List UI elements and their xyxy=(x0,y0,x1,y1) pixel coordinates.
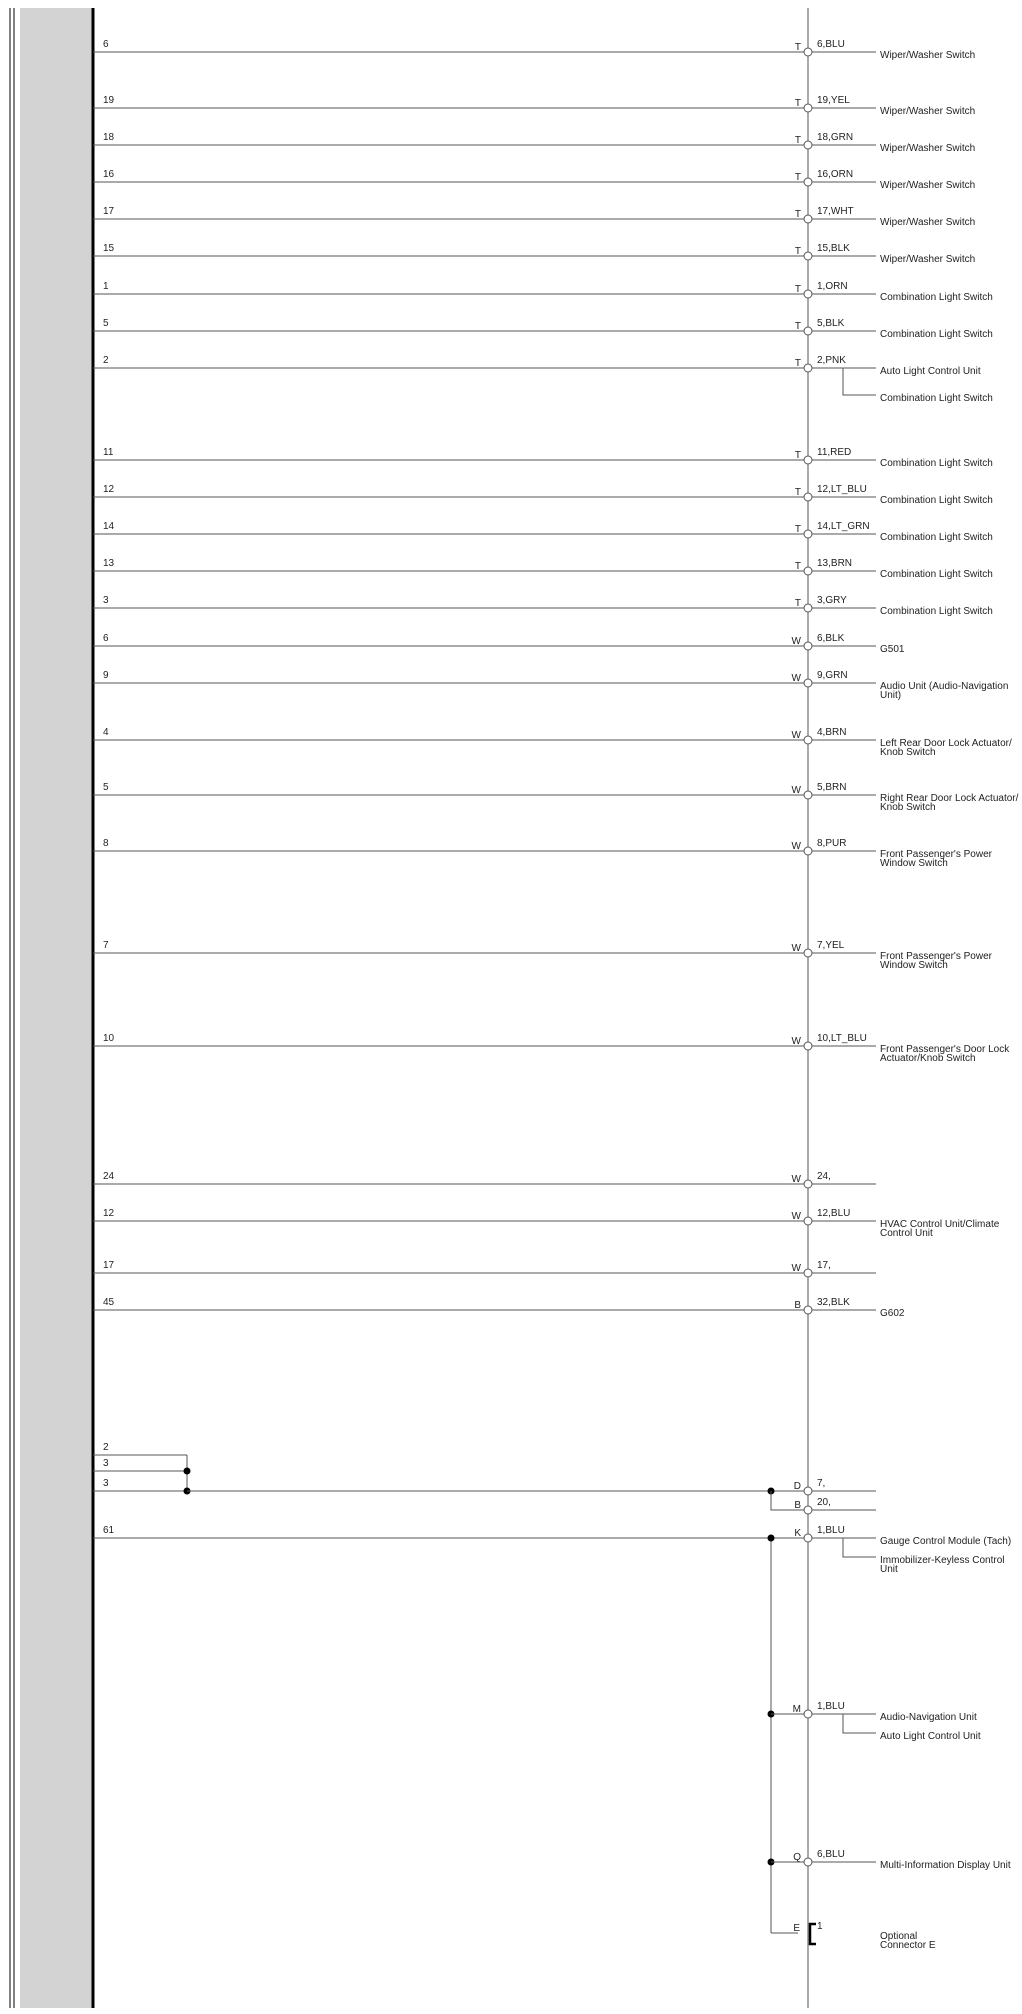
connector-pin-icon xyxy=(804,604,812,612)
connector-letter-label: W xyxy=(791,730,801,741)
connector-letter-label: E xyxy=(793,1923,800,1934)
wire-id-label: 1 xyxy=(817,1921,823,1932)
wire-id-label: 8,PUR xyxy=(817,838,847,849)
destination-label: Knob Switch xyxy=(880,802,936,813)
destination-label: HVAC Control Unit/Climate xyxy=(880,1219,1000,1230)
pin-number-label: 14 xyxy=(103,521,115,532)
branch-destination-label: Auto Light Control Unit xyxy=(880,1731,981,1742)
wire-id-label: 6,BLU xyxy=(817,39,845,50)
connector-pin-icon xyxy=(804,949,812,957)
wire-id-label: 17,WHT xyxy=(817,206,854,217)
connector-letter-label: W xyxy=(791,943,801,954)
destination-label: Gauge Control Module (Tach) xyxy=(880,1536,1012,1547)
pin-number-label: 15 xyxy=(103,243,115,254)
wire-id-label: 15,BLK xyxy=(817,243,850,254)
wire-id-label: 6,BLU xyxy=(817,1849,845,1860)
wire-id-label: 11,RED xyxy=(817,447,852,458)
wire-id-label: 2,PNK xyxy=(817,355,846,366)
destination-label: Front Passenger's Power xyxy=(880,849,992,860)
optional-connector-label: Connector E xyxy=(880,1940,936,1951)
connector-pin-icon xyxy=(804,1042,812,1050)
connector-pin-icon xyxy=(804,493,812,501)
destination-label: Window Switch xyxy=(880,960,948,971)
destination-label: Wiper/Washer Switch xyxy=(880,106,976,117)
connector-letter-label: T xyxy=(794,172,801,183)
destination-label: Wiper/Washer Switch xyxy=(880,217,976,228)
pin-number-label: 10 xyxy=(103,1033,115,1044)
wire-id-label: 9,GRN xyxy=(817,670,848,681)
connector-letter-label: K xyxy=(794,1528,801,1539)
optional-connector-bracket-icon xyxy=(810,1924,816,1944)
destination-label: Wiper/Washer Switch xyxy=(880,143,976,154)
branch-line xyxy=(843,368,876,395)
destination-label: Window Switch xyxy=(880,858,948,869)
connector-pin-icon xyxy=(804,1217,812,1225)
connector-pin-icon xyxy=(804,1487,812,1495)
connector-letter-label: T xyxy=(794,321,801,332)
destination-label: Multi-Information Display Unit xyxy=(880,1860,1011,1871)
connector-pin-icon xyxy=(804,456,812,464)
branch-destination-label: Unit xyxy=(880,1564,898,1575)
pin-number-label: 24 xyxy=(103,1171,115,1182)
splice-dot-icon xyxy=(768,1535,775,1542)
destination-label: Actuator/Knob Switch xyxy=(880,1053,976,1064)
module-block xyxy=(20,8,93,2008)
connector-pin-icon xyxy=(804,1269,812,1277)
connector-letter-label: W xyxy=(791,1211,801,1222)
wire-id-label: 5,BLK xyxy=(817,318,845,329)
pin-number-label: 12 xyxy=(103,1208,115,1219)
pin-number-label: 12 xyxy=(103,484,115,495)
wire-id-label: 18,GRN xyxy=(817,132,854,143)
connector-pin-icon xyxy=(804,215,812,223)
pin-number-label: 6 xyxy=(103,39,109,50)
wire-id-label: 4,BRN xyxy=(817,727,847,738)
branch-destination-label: Immobilizer-Keyless Control xyxy=(880,1555,1005,1566)
branch-line xyxy=(843,1538,876,1557)
destination-label: Knob Switch xyxy=(880,747,936,758)
pin-number-label: 45 xyxy=(103,1297,115,1308)
wire-id-label: 19,YEL xyxy=(817,95,850,106)
pin-number-label: 18 xyxy=(103,132,115,143)
connector-pin-icon xyxy=(804,48,812,56)
connector-letter-label: T xyxy=(794,358,801,369)
connector-letter-label: T xyxy=(794,135,801,146)
wire-id-label: 13,BRN xyxy=(817,558,853,569)
connector-letter-label: M xyxy=(792,1704,801,1715)
wire-id-label: 12,BLU xyxy=(817,1208,851,1219)
connector-letter-label: W xyxy=(791,785,801,796)
connector-letter-label: W xyxy=(791,1263,801,1274)
connector-letter-label: W xyxy=(791,1174,801,1185)
pin-number-label: 17 xyxy=(103,1260,115,1271)
connector-pin-icon xyxy=(804,104,812,112)
wire-id-label: 1,ORN xyxy=(817,281,848,292)
connector-pin-icon xyxy=(804,1180,812,1188)
destination-label: Wiper/Washer Switch xyxy=(880,50,976,61)
connector-pin-icon xyxy=(804,1506,812,1514)
connector-letter-label: Q xyxy=(793,1852,801,1863)
wire-id-label: 24, xyxy=(817,1171,831,1182)
pin-number-label: 9 xyxy=(103,670,109,681)
connector-pin-icon xyxy=(804,178,812,186)
splice-dot-icon xyxy=(184,1468,191,1475)
connector-pin-icon xyxy=(804,364,812,372)
destination-label: Right Rear Door Lock Actuator/ xyxy=(880,793,1019,804)
destination-label: Audio Unit (Audio-Navigation xyxy=(880,681,1009,692)
connector-pin-icon xyxy=(804,736,812,744)
connector-pin-icon xyxy=(804,679,812,687)
wire-id-label: 7, xyxy=(817,1478,826,1489)
pin-number-label: 7 xyxy=(103,940,109,951)
connector-letter-label: T xyxy=(794,246,801,257)
destination-label: Combination Light Switch xyxy=(880,532,993,543)
destination-label: Left Rear Door Lock Actuator/ xyxy=(880,738,1012,749)
wire-id-label: 16,ORN xyxy=(817,169,854,180)
connector-letter-label: T xyxy=(794,284,801,295)
wire-id-label: 12,LT_BLU xyxy=(817,484,867,495)
pin-number-label: 2 xyxy=(103,1442,109,1453)
pin-number-label: 13 xyxy=(103,558,115,569)
connector-pin-icon xyxy=(804,1858,812,1866)
pin-number-label: 19 xyxy=(103,95,115,106)
wire-id-label: 7,YEL xyxy=(817,940,845,951)
connector-letter-label: W xyxy=(791,673,801,684)
destination-label: Front Passenger's Door Lock xyxy=(880,1044,1010,1055)
pin-number-label: 4 xyxy=(103,727,109,738)
destination-label: Combination Light Switch xyxy=(880,495,993,506)
optional-connector-label: Optional xyxy=(880,1931,918,1942)
destination-label: Combination Light Switch xyxy=(880,606,993,617)
connector-letter-label: T xyxy=(794,209,801,220)
connector-letter-label: T xyxy=(794,524,801,535)
pin-number-label: 11 xyxy=(103,447,114,458)
branch-destination-label: Combination Light Switch xyxy=(880,393,993,404)
pin-number-label: 3 xyxy=(103,1478,109,1489)
connector-pin-icon xyxy=(804,1306,812,1314)
connector-letter-label: T xyxy=(794,450,801,461)
destination-label: Combination Light Switch xyxy=(880,329,993,340)
destination-label: Wiper/Washer Switch xyxy=(880,180,976,191)
destination-label: Wiper/Washer Switch xyxy=(880,254,976,265)
pin-number-label: 3 xyxy=(103,1458,109,1469)
wire-id-label: 20, xyxy=(817,1497,831,1508)
destination-label: Front Passenger's Power xyxy=(880,951,992,962)
wire-id-label: 14,LT_GRN xyxy=(817,521,870,532)
destination-label: Combination Light Switch xyxy=(880,569,993,580)
connector-letter-label: B xyxy=(794,1500,801,1511)
wire-id-label: 6,BLK xyxy=(817,633,845,644)
pin-number-label: 6 xyxy=(103,633,109,644)
connector-letter-label: T xyxy=(794,561,801,572)
connector-pin-icon xyxy=(804,327,812,335)
connector-pin-icon xyxy=(804,290,812,298)
pin-number-label: 1 xyxy=(103,281,109,292)
connector-letter-label: T xyxy=(794,42,801,53)
destination-label: Unit) xyxy=(880,690,902,701)
pin-number-label: 61 xyxy=(103,1525,115,1536)
wire-id-label: 17, xyxy=(817,1260,831,1271)
connector-letter-label: W xyxy=(791,1036,801,1047)
pin-number-label: 17 xyxy=(103,206,115,217)
pin-number-label: 2 xyxy=(103,355,109,366)
connector-letter-label: D xyxy=(793,1481,801,1492)
pin-number-label: 5 xyxy=(103,782,109,793)
connector-pin-icon xyxy=(804,847,812,855)
destination-label: Combination Light Switch xyxy=(880,458,993,469)
pin-number-label: 8 xyxy=(103,838,109,849)
connector-letter-label: B xyxy=(794,1300,801,1311)
connector-pin-icon xyxy=(804,252,812,260)
wire-id-label: 10,LT_BLU xyxy=(817,1033,867,1044)
destination-label: Control Unit xyxy=(880,1228,933,1239)
pin-number-label: 5 xyxy=(103,318,109,329)
connector-pin-icon xyxy=(804,791,812,799)
connector-pin-icon xyxy=(804,530,812,538)
wire-id-label: 1,BLU xyxy=(817,1525,845,1536)
connector-pin-icon xyxy=(804,1710,812,1718)
wire-id-label: 32,BLK xyxy=(817,1297,850,1308)
branch-line xyxy=(843,1714,876,1733)
pin-number-label: 16 xyxy=(103,169,115,180)
connector-pin-icon xyxy=(804,642,812,650)
destination-label: G602 xyxy=(880,1308,905,1319)
connector-letter-label: T xyxy=(794,487,801,498)
destination-label: G501 xyxy=(880,644,905,655)
connector-letter-label: W xyxy=(791,636,801,647)
connector-pin-icon xyxy=(804,567,812,575)
connector-letter-label: T xyxy=(794,98,801,109)
wire-id-label: 5,BRN xyxy=(817,782,847,793)
connector-letter-label: W xyxy=(791,841,801,852)
wire-id-label: 3,GRY xyxy=(817,595,847,606)
connector-pin-icon xyxy=(804,1534,812,1542)
destination-label: Combination Light Switch xyxy=(880,292,993,303)
pin-number-label: 3 xyxy=(103,595,109,606)
wire-id-label: 1,BLU xyxy=(817,1701,845,1712)
connector-letter-label: T xyxy=(794,598,801,609)
connector-pin-icon xyxy=(804,141,812,149)
destination-label: Auto Light Control Unit xyxy=(880,366,981,377)
destination-label: Audio-Navigation Unit xyxy=(880,1712,977,1723)
